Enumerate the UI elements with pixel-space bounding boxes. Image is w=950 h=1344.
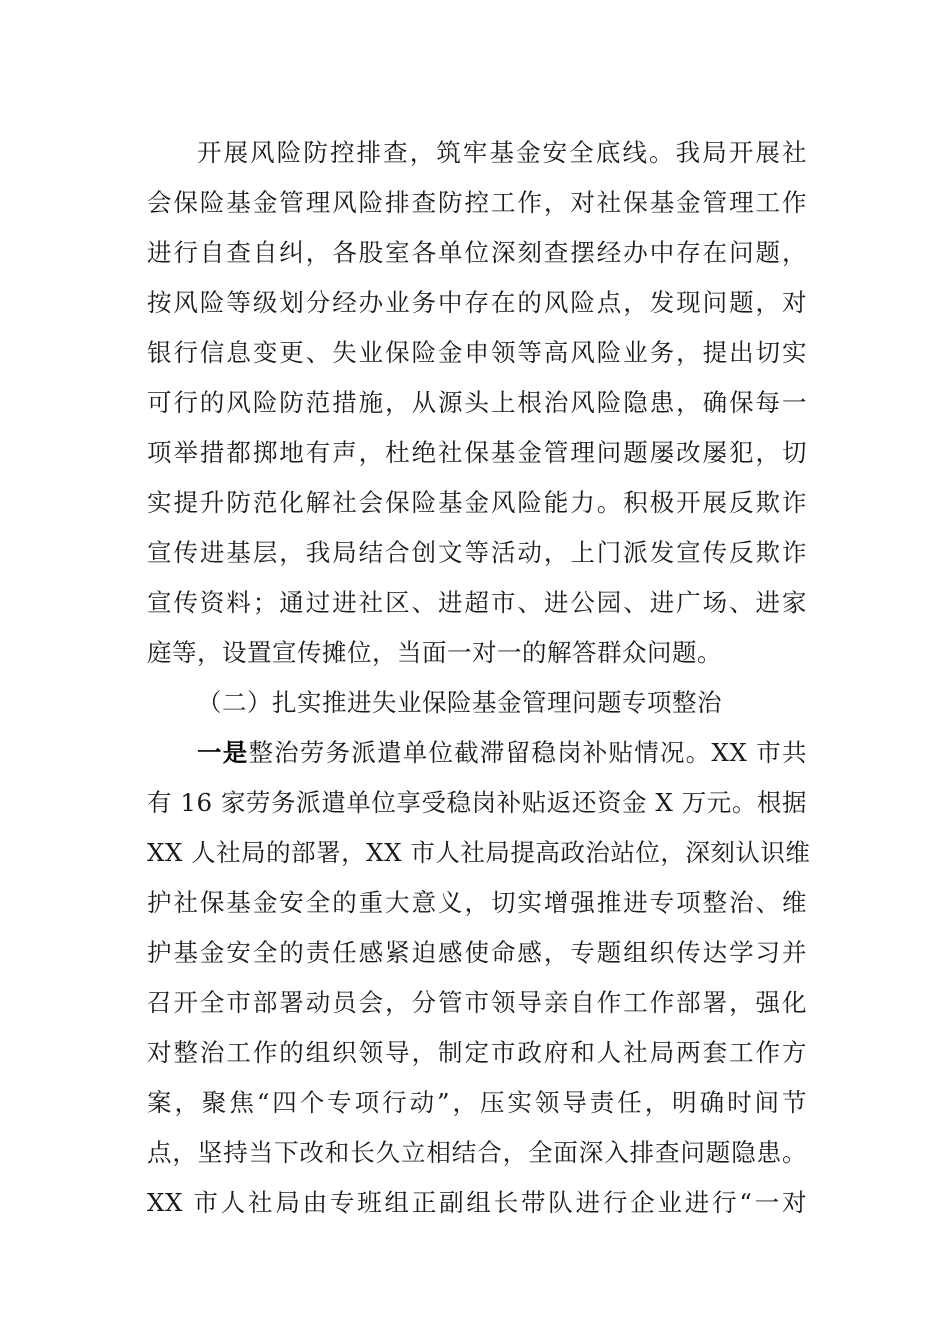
paragraph-line: 案，聚焦“四个专项行动”，压实领导责任，明确时间节 — [147, 1088, 807, 1117]
paragraph-line: 宣传资料；通过进社区、进超市、进公园、进广场、进家 — [147, 588, 807, 617]
paragraph-line: 开展风险防控排查，筑牢基金安全底线。我局开展社 — [197, 138, 807, 167]
paragraph-lead: 一是 — [197, 738, 249, 767]
paragraph-line: 可行的风险防范措施，从源头上根治风险隐患，确保每一 — [147, 388, 807, 417]
paragraph-line: 进行自查自纠，各股室各单位深刻查摆经办中存在问题， — [147, 238, 807, 267]
paragraph-line: 按风险等级划分经办业务中存在的风险点，发现问题，对 — [147, 288, 807, 317]
paragraph-line: 宣传进基层，我局结合创文等活动，上门派发宣传反欺诈 — [147, 538, 807, 567]
section-heading: （二）扎实推进失业保险基金管理问题专项整治 — [197, 688, 722, 717]
paragraph-first-line-text: 整治劳务派遣单位截滞留稳岗补贴情况。XX 市共 — [248, 738, 808, 767]
paragraph-last-line: 庭等，设置宣传摊位，当面一对一的解答群众问题。 — [147, 638, 722, 667]
paragraph-line: 银行信息变更、失业保险金申领等高风险业务，提出切实 — [147, 338, 807, 367]
paragraph-line: 点，坚持当下改和长久立相结合，全面深入排查问题隐患。 — [147, 1138, 807, 1167]
paragraph-first-line — [197, 733, 807, 773]
paragraph-line: XX 市人社局由专班组正副组长带队进行企业进行“一对 — [147, 1188, 807, 1217]
paragraph-line: 对整治工作的组织领导，制定市政府和人社局两套工作方 — [147, 1038, 807, 1067]
paragraph-line: XX 人社局的部署，XX 市人社局提高政治站位，深刻认识维 — [147, 838, 811, 867]
paragraph-line: 项举措都掷地有声，杜绝社保基金管理问题屡改屡犯，切 — [147, 438, 807, 467]
paragraph-line: 实提升防范化解社会保险基金风险能力。积极开展反欺诈 — [147, 488, 807, 517]
paragraph-line: 召开全市部署动员会，分管市领导亲自作工作部署，强化 — [147, 988, 807, 1017]
paragraph-line: 会保险基金管理风险排查防控工作，对社保基金管理工作 — [147, 188, 807, 217]
paragraph-line: 护基金安全的责任感紧迫感使命感，专题组织传达学习并 — [147, 938, 807, 967]
paragraph-line: 有 16 家劳务派遣单位享受稳岗补贴返还资金 X 万元。根据 — [147, 788, 807, 817]
paragraph-line: 护社保基金安全的重大意义，切实增强推进专项整治、维 — [147, 888, 807, 917]
